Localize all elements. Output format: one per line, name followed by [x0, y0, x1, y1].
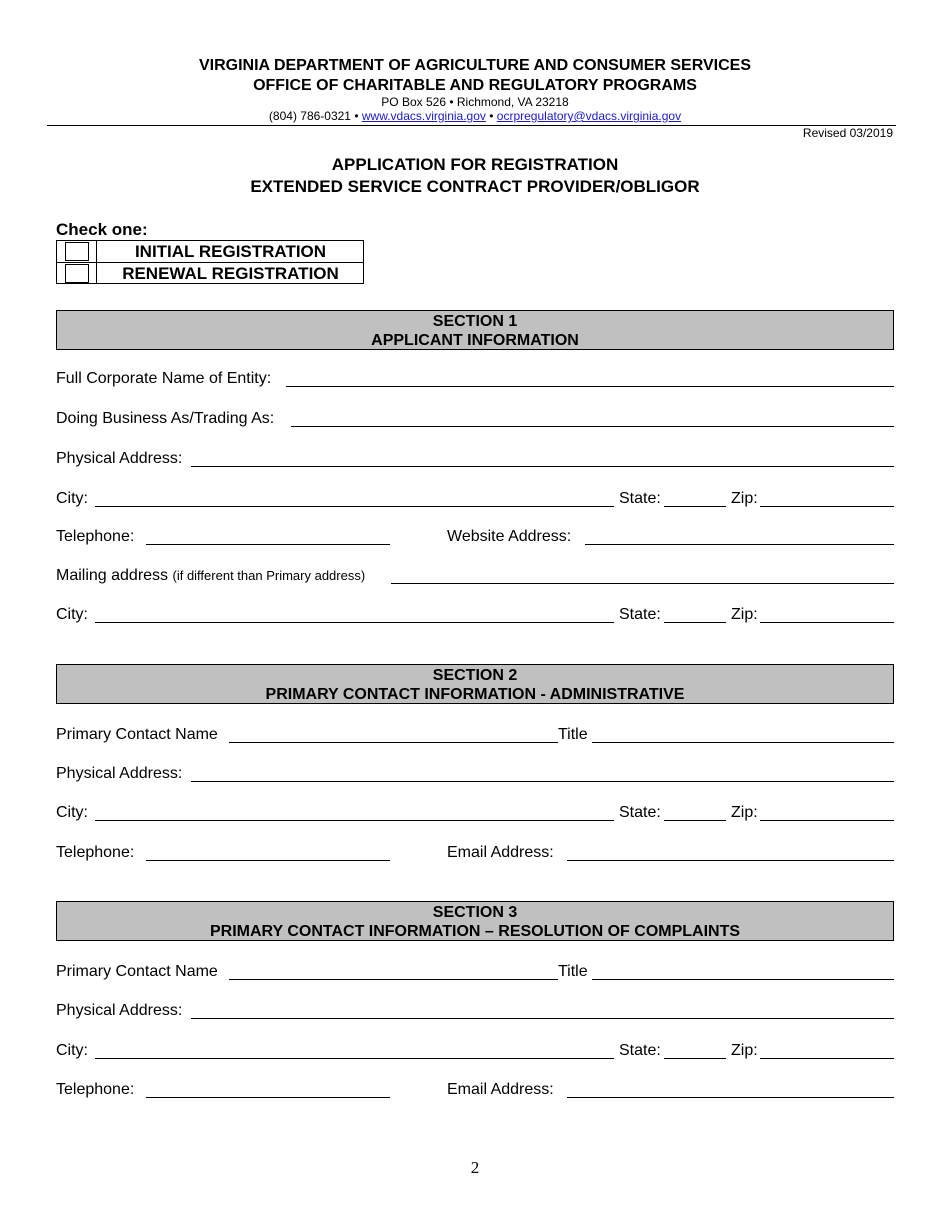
- mailing-address-label: [56, 567, 365, 585]
- s2-physical-address-label: Physical Address:: [56, 765, 183, 782]
- s3-contact-name-label: Primary Contact Name: [56, 963, 218, 980]
- section1-header: [56, 310, 894, 350]
- contact-line: [0, 109, 950, 123]
- s3-zip-field[interactable]: [760, 1058, 894, 1059]
- s3-state-field[interactable]: [664, 1058, 726, 1059]
- s2-state-field[interactable]: [664, 820, 726, 821]
- website-address-label: Website Address:: [447, 528, 572, 545]
- form-title-line1: APPLICATION FOR REGISTRATION: [331, 155, 619, 174]
- s1-zip-label: Zip:: [731, 490, 758, 507]
- section2-number: SECTION 2: [432, 667, 518, 684]
- s3-physical-address-field[interactable]: [191, 1018, 894, 1019]
- website-address-field[interactable]: [585, 544, 894, 545]
- s1-mailing-zip-label: Zip:: [731, 606, 758, 623]
- s3-state-label: State:: [619, 1042, 661, 1059]
- s3-title-field[interactable]: [592, 979, 894, 980]
- corp-name-label: Full Corporate Name of Entity:: [56, 370, 272, 387]
- initial-registration-row: [57, 241, 363, 262]
- s1-state-label: State:: [619, 490, 661, 507]
- s1-mailing-state-label: State:: [619, 606, 661, 623]
- phone-text: (804) 786-0321 •: [268, 109, 362, 123]
- s1-mailing-zip-field[interactable]: [760, 622, 894, 623]
- check-one-label: Check one:: [56, 220, 148, 239]
- separator-text: •: [485, 109, 497, 123]
- renewal-registration-label: RENEWAL REGISTRATION: [122, 264, 339, 283]
- dept-name: VIRGINIA DEPARTMENT OF AGRICULTURE AND CONSUMER SERVICES: [198, 57, 752, 74]
- renewal-registration-checkbox[interactable]: [65, 264, 89, 283]
- s2-telephone-label: Telephone:: [56, 844, 135, 861]
- s1-mailing-city-label: City:: [56, 606, 88, 623]
- s2-title-label: Title: [558, 726, 588, 743]
- s2-zip-label: Zip:: [731, 804, 758, 821]
- s1-city-field[interactable]: [95, 506, 614, 507]
- mailing-address-field[interactable]: [391, 583, 894, 584]
- s1-city-label: City:: [56, 490, 88, 507]
- s3-zip-label: Zip:: [731, 1042, 758, 1059]
- s2-physical-address-field[interactable]: [191, 781, 894, 782]
- s3-email-field[interactable]: [567, 1097, 894, 1098]
- dba-label: Doing Business As/Trading As:: [56, 410, 275, 427]
- section1-number: SECTION 1: [432, 313, 518, 330]
- mailing-address-note: (if different than Primary address): [172, 568, 366, 583]
- website-link[interactable]: www.vdacs.virginia.gov: [361, 109, 486, 123]
- corp-name-field[interactable]: [286, 386, 894, 387]
- initial-registration-checkbox[interactable]: [65, 242, 89, 261]
- s2-contact-name-field[interactable]: [229, 742, 558, 743]
- s2-email-field[interactable]: [567, 860, 894, 861]
- mailing-address: PO Box 526 • Richmond, VA 23218: [381, 95, 569, 109]
- s1-telephone-label: Telephone:: [56, 528, 135, 545]
- page-number: 2: [470, 1158, 480, 1177]
- s1-state-field[interactable]: [664, 506, 726, 507]
- section3-header: [56, 901, 894, 941]
- s1-mailing-city-field[interactable]: [95, 622, 614, 623]
- form-title-line2: EXTENDED SERVICE CONTRACT PROVIDER/OBLIGOR: [250, 177, 700, 196]
- office-name: OFFICE OF CHARITABLE AND REGULATORY PROGRAMS: [253, 77, 697, 94]
- initial-registration-label: INITIAL REGISTRATION: [134, 242, 327, 261]
- s1-zip-field[interactable]: [760, 506, 894, 507]
- s3-telephone-field[interactable]: [146, 1097, 390, 1098]
- s1-mailing-state-field[interactable]: [664, 622, 726, 623]
- renewal-registration-row: [57, 262, 363, 284]
- checkbox-cell: [57, 241, 97, 262]
- s1-physical-address-label: Physical Address:: [56, 450, 183, 467]
- s2-zip-field[interactable]: [760, 820, 894, 821]
- s3-contact-name-field[interactable]: [229, 979, 558, 980]
- email-link[interactable]: ocrpregulatory@vdacs.virginia.gov: [496, 109, 682, 123]
- s2-state-label: State:: [619, 804, 661, 821]
- s2-title-field[interactable]: [592, 742, 894, 743]
- section3-number: SECTION 3: [432, 904, 518, 921]
- s2-contact-name-label: Primary Contact Name: [56, 726, 218, 743]
- checkbox-cell: [57, 263, 97, 284]
- s2-email-label: Email Address:: [447, 844, 554, 861]
- mailing-address-text: Mailing address: [56, 567, 173, 584]
- s3-title-label: Title: [558, 963, 588, 980]
- s1-physical-address-field[interactable]: [191, 466, 894, 467]
- s2-telephone-field[interactable]: [146, 860, 390, 861]
- section3-title: PRIMARY CONTACT INFORMATION – RESOLUTION OF COMPLAINTS: [209, 923, 741, 940]
- dba-field[interactable]: [291, 426, 894, 427]
- s1-telephone-field[interactable]: [146, 544, 390, 545]
- section2-header: [56, 664, 894, 704]
- s3-telephone-label: Telephone:: [56, 1081, 135, 1098]
- header-divider: [47, 125, 896, 126]
- s3-email-label: Email Address:: [447, 1081, 554, 1098]
- s2-city-label: City:: [56, 804, 88, 821]
- revised-date: Revised 03/2019: [802, 126, 893, 140]
- section1-title: APPLICANT INFORMATION: [371, 332, 579, 349]
- s2-city-field[interactable]: [95, 820, 614, 821]
- s3-physical-address-label: Physical Address:: [56, 1002, 183, 1019]
- registration-type-table: [56, 240, 364, 284]
- s3-city-field[interactable]: [95, 1058, 614, 1059]
- section2-title: PRIMARY CONTACT INFORMATION - ADMINISTRATIVE: [265, 686, 685, 703]
- s3-city-label: City:: [56, 1042, 88, 1059]
